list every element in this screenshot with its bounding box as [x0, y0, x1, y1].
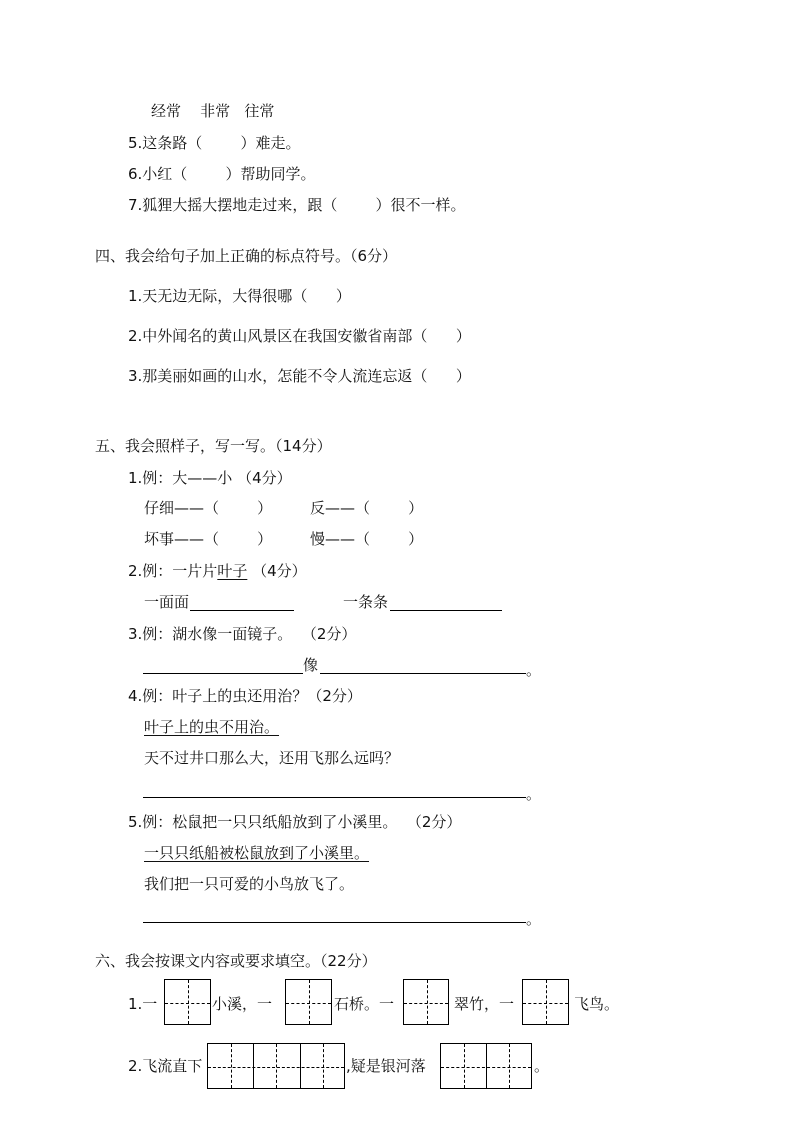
tian-grid-box[interactable] [403, 979, 449, 1025]
example-answer: 叶子上的虫不用治。 [144, 718, 280, 736]
tian-grid-box[interactable] [285, 979, 332, 1025]
section-6-title: 六、我会按课文内容或要求填空。（22分） [95, 952, 377, 970]
antonym-item: 坏事——（ ） [144, 530, 273, 548]
fill-text: 。 [534, 1057, 550, 1075]
example-answer: 一只只纸船被松鼠放到了小溪里。 [144, 844, 370, 862]
tian-grid-box[interactable] [164, 979, 211, 1025]
fill-text: 小溪，一 [212, 995, 273, 1013]
question-3-7: 7.狐狸大摇大摆地走过来，跟（ ）很不一样。 [128, 196, 466, 214]
question-5-4-example: 4.例：叶子上的虫还用治？（2分） [128, 687, 362, 705]
word-options: 经常 非常 往常 [151, 102, 275, 120]
fill-text: 1.一 [128, 995, 158, 1013]
rewrite-prompt: 我们把一只可爱的小鸟放飞了。 [144, 875, 355, 893]
fill-text: 翠竹，一 [454, 995, 515, 1013]
antonym-item: 慢——（ ） [310, 530, 424, 548]
antonym-item: 仔细——（ ） [144, 499, 273, 517]
question-3-6: 6.小红（ ）帮助同学。 [128, 165, 316, 183]
example-score: （4分） [247, 562, 307, 580]
question-5-1-example: 1.例：大——小 （4分） [128, 469, 292, 487]
rewrite-prompt: 天不过井口那么大，还用飞那么远吗？ [144, 749, 400, 767]
fill-text: 2.飞流直下 [128, 1057, 203, 1075]
fill-prompt: 一条条 [343, 593, 389, 611]
section-4-title: 四、我会给句子加上正确的标点符号。（6分） [95, 247, 398, 265]
tian-grid-box[interactable] [522, 979, 569, 1025]
tian-grid-row-4[interactable] [207, 1043, 345, 1089]
question-4-3: 3.那美丽如画的山水，怎能不令人流连忘返（ ） [128, 367, 471, 385]
answer-line[interactable] [390, 610, 502, 611]
sentence-end: 。 [526, 661, 542, 679]
question-5-3-example: 3.例：湖水像一面镜子。 （2分） [128, 625, 357, 643]
example-underlined-word: 叶子 [217, 562, 248, 580]
antonym-item: 反——（ ） [310, 499, 424, 517]
fill-prompt: 一面面 [144, 593, 190, 611]
section-5-title: 五、我会照样子，写一写。（14分） [95, 437, 332, 455]
fill-text: 石桥。一 [334, 995, 395, 1013]
fill-text: ,疑是银河落 [346, 1057, 426, 1075]
sentence-end: 。 [526, 910, 542, 928]
question-5-2-example [128, 561, 307, 581]
answer-line[interactable] [143, 922, 526, 923]
tian-grid-row-2[interactable] [440, 1043, 532, 1089]
answer-line[interactable] [320, 673, 526, 674]
answer-line[interactable] [190, 610, 294, 611]
question-4-1: 1.天无边无际，大得很哪（ ） [128, 287, 351, 305]
answer-line[interactable] [143, 673, 303, 674]
question-4-2: 2.中外闻名的黄山风景区在我国安徽省南部（ ） [128, 327, 471, 345]
fill-connector: 像 [303, 656, 319, 674]
answer-line[interactable] [143, 797, 526, 798]
example-prefix: 2.例：一片片 [128, 562, 218, 580]
sentence-end: 。 [526, 785, 542, 803]
question-3-5: 5.这条路（ ）难走。 [128, 134, 301, 152]
question-5-5-example: 5.例：松鼠把一只只纸船放到了小溪里。 （2分） [128, 813, 462, 831]
fill-text: 飞鸟。 [574, 995, 620, 1013]
